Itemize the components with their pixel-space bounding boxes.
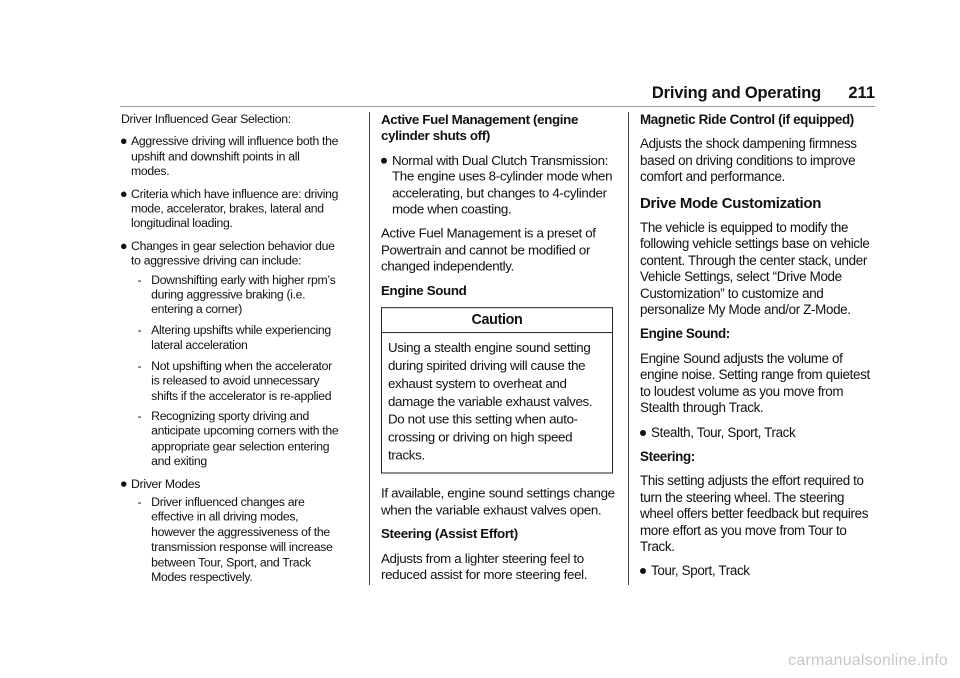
steering-label: Steering:: [640, 448, 695, 464]
afm-text: Active Fuel Management is a preset of Powertrain and cannot be modified or changed independently.: [381, 225, 596, 274]
bullet-icon: [121, 139, 126, 144]
bullet-text: Aggressive driving will influence both the upshift and downshift points in all modes.: [131, 134, 339, 179]
caution-title: Caution: [382, 308, 612, 333]
column-2: [381, 112, 618, 592]
watermark: carmanualsonline.info: [788, 652, 948, 669]
sub-text: Driver influenced changes are effective in all driving modes, however the aggressiveness of the transmission response will increase between Tour, Sport, and Track Modes respectively.: [151, 495, 333, 584]
engine-sound-heading: Engine Sound: [381, 282, 467, 298]
steering-heading: Steering (Assist Effort): [381, 526, 518, 542]
steering-description: This setting adjusts the effort required to turn the steering wheel. The steering wheel offers better feedback but requires more effort as you move from Tour to Track.: [640, 473, 869, 554]
dash-icon: -: [137, 358, 142, 373]
engine-sound-description: Engine Sound adjusts the volume of engine noise. Setting range from quietest to loudest volume as you move from Stealth through Track.: [640, 350, 870, 416]
intro-text: Driver Influenced Gear Selection:: [121, 112, 291, 126]
sub-item: [131, 273, 339, 318]
bullet-icon: [121, 191, 126, 196]
sub-text: Altering upshifts while experiencing lateral acceleration: [151, 323, 331, 352]
column-1: [121, 112, 339, 592]
bullet-text: Changes in gear selection behavior due to aggressive driving can include:: [131, 238, 335, 268]
bullet-text: Tour, Sport, Track: [651, 563, 750, 579]
column-3: [640, 112, 878, 588]
section-title: Driving and Operating: [651, 84, 821, 102]
bullet-icon: [381, 158, 387, 164]
column-divider: [369, 112, 370, 585]
caution-text: Using a stealth engine sound setting during spirited driving will cause the exhaust system to overheat and damage the variable exhaust valves. Do not use this setting when auto-crossing or driving on high speed tracks.: [387, 340, 593, 464]
dash-icon: -: [137, 495, 142, 509]
bullet-icon: [640, 568, 646, 574]
header-rule: [120, 106, 875, 107]
bullet-text: Normal with Dual Clutch Transmission: The engine uses 8-cylinder mode when accelerating, but changes to 4-cylinder mode when coasting.: [391, 152, 613, 217]
drive-mode-customization-text: The vehicle is equipped to modify the following vehicle settings base on vehicle content. Through the center stack, under Vehicle Settings, select “Drive Mode Customization” to customize and personalize My Mode and/or Z-Mode.: [640, 220, 870, 318]
bullet-item: [121, 187, 339, 232]
bullet-item: [121, 134, 339, 179]
page-number: 211: [848, 84, 875, 102]
dash-icon: -: [137, 409, 142, 423]
bullet-item: [121, 239, 339, 469]
magnetic-ride-text: Adjusts the shock dampening firmness based on driving conditions to improve comfort and performance.: [640, 136, 857, 185]
column-divider: [628, 112, 629, 585]
bullet-item: [381, 153, 618, 218]
bullet-text: Driver Modes: [131, 476, 201, 491]
bullet-item: [121, 476, 339, 585]
bullet-icon: [121, 244, 126, 249]
dash-icon: -: [137, 272, 142, 287]
sub-text: Recognizing sporty driving and anticipate upcoming corners with the appropriate gear selection entering and exiting: [151, 409, 339, 468]
engine-sound-text: If available, engine sound settings change when the variable exhaust valves open.: [381, 485, 615, 518]
sub-text: Not upshifting when the accelerator is released to avoid unnecessary shifts if the accelerator is re-applied: [151, 358, 332, 403]
steering-text: Adjusts from a lighter steering feel to reduced assist for more steering feel.: [381, 550, 588, 583]
caution-box: [381, 307, 613, 474]
sub-item: [131, 409, 339, 469]
bullet-item: [640, 563, 878, 579]
bullet-text: Stealth, Tour, Sport, Track: [651, 424, 796, 440]
bullet-icon: [640, 430, 646, 436]
sub-item: [131, 495, 339, 585]
sub-text: Downshifting early with higher rpm’s during aggressive braking (i.e. entering a corner): [151, 272, 336, 317]
magnetic-ride-heading: Magnetic Ride Control (if equipped): [640, 112, 854, 127]
engine-sound-label: Engine Sound:: [640, 326, 730, 342]
sub-item: [131, 359, 339, 404]
bullet-icon: [121, 481, 126, 486]
afm-heading: Active Fuel Management (engine cylinder shuts off): [381, 112, 579, 144]
bullet-text: Criteria which have influence are: driving mode, accelerator, brakes, lateral and longitudinal loading.: [131, 186, 339, 231]
bullet-item: [640, 425, 878, 441]
sub-item: [131, 323, 339, 353]
dash-icon: -: [137, 323, 142, 337]
drive-mode-customization-heading: Drive Mode Customization: [640, 194, 822, 212]
